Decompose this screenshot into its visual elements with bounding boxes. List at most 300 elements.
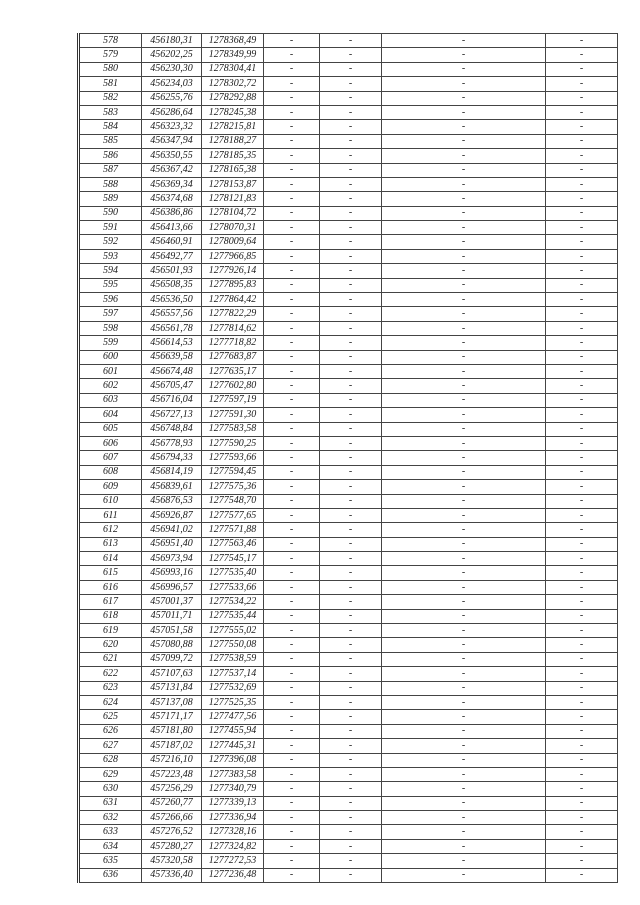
cell-col-6: - [382, 77, 546, 91]
table-row [79, 436, 618, 450]
cell-col-5: - [320, 379, 382, 393]
cell-col-4: - [264, 868, 320, 882]
table-row [79, 624, 618, 638]
table-row [79, 854, 618, 868]
cell-x-coordinate: 457080,88 [142, 638, 202, 652]
cell-point-number: 609 [79, 480, 142, 494]
cell-y-coordinate: 1277590,25 [202, 436, 264, 450]
cell-col-5: - [320, 667, 382, 681]
cell-x-coordinate: 456727,13 [142, 408, 202, 422]
cell-x-coordinate: 456536,50 [142, 293, 202, 307]
cell-col-7: - [546, 336, 618, 350]
table-row [79, 782, 618, 796]
cell-y-coordinate: 1277602,80 [202, 379, 264, 393]
cell-y-coordinate: 1278302,72 [202, 77, 264, 91]
cell-col-6: - [382, 379, 546, 393]
cell-col-4: - [264, 393, 320, 407]
cell-col-6: - [382, 552, 546, 566]
cell-y-coordinate: 1277548,70 [202, 494, 264, 508]
table-row [79, 552, 618, 566]
cell-col-7: - [546, 624, 618, 638]
table-row [79, 364, 618, 378]
cell-y-coordinate: 1277591,30 [202, 408, 264, 422]
cell-col-6: - [382, 667, 546, 681]
cell-col-4: - [264, 753, 320, 767]
table-row [79, 192, 618, 206]
cell-col-6: - [382, 249, 546, 263]
cell-col-4: - [264, 508, 320, 522]
coordinates-table [77, 33, 618, 883]
cell-col-5: - [320, 91, 382, 105]
cell-col-5: - [320, 206, 382, 220]
cell-y-coordinate: 1277383,58 [202, 767, 264, 781]
cell-col-6: - [382, 753, 546, 767]
cell-point-number: 599 [79, 336, 142, 350]
table-row [79, 34, 618, 48]
cell-point-number: 619 [79, 624, 142, 638]
cell-col-7: - [546, 249, 618, 263]
cell-col-6: - [382, 321, 546, 335]
cell-col-6: - [382, 638, 546, 652]
cell-y-coordinate: 1277822,29 [202, 307, 264, 321]
cell-col-5: - [320, 235, 382, 249]
table-row [79, 206, 618, 220]
cell-col-6: - [382, 436, 546, 450]
cell-col-7: - [546, 739, 618, 753]
cell-y-coordinate: 1277445,31 [202, 739, 264, 753]
cell-x-coordinate: 457336,40 [142, 868, 202, 882]
cell-col-6: - [382, 393, 546, 407]
table-row [79, 163, 618, 177]
cell-x-coordinate: 457171,17 [142, 710, 202, 724]
cell-y-coordinate: 1277577,65 [202, 508, 264, 522]
cell-y-coordinate: 1278349,99 [202, 48, 264, 62]
cell-x-coordinate: 457276,52 [142, 825, 202, 839]
cell-point-number: 591 [79, 221, 142, 235]
cell-col-7: - [546, 192, 618, 206]
cell-col-4: - [264, 62, 320, 76]
table-row [79, 62, 618, 76]
table-row [79, 91, 618, 105]
cell-col-4: - [264, 782, 320, 796]
cell-y-coordinate: 1277336,94 [202, 811, 264, 825]
cell-col-6: - [382, 868, 546, 882]
cell-col-5: - [320, 48, 382, 62]
cell-col-5: - [320, 710, 382, 724]
cell-x-coordinate: 456286,64 [142, 105, 202, 119]
cell-col-7: - [546, 120, 618, 134]
cell-x-coordinate: 456705,47 [142, 379, 202, 393]
cell-point-number: 603 [79, 393, 142, 407]
cell-col-6: - [382, 465, 546, 479]
cell-x-coordinate: 456674,48 [142, 364, 202, 378]
cell-col-6: - [382, 350, 546, 364]
cell-x-coordinate: 456814,19 [142, 465, 202, 479]
cell-col-6: - [382, 508, 546, 522]
table-row [79, 652, 618, 666]
cell-col-5: - [320, 149, 382, 163]
cell-col-7: - [546, 451, 618, 465]
cell-col-7: - [546, 134, 618, 148]
cell-col-5: - [320, 537, 382, 551]
cell-x-coordinate: 456639,58 [142, 350, 202, 364]
cell-col-6: - [382, 264, 546, 278]
cell-col-6: - [382, 105, 546, 119]
table-row [79, 422, 618, 436]
cell-x-coordinate: 456876,53 [142, 494, 202, 508]
cell-col-5: - [320, 494, 382, 508]
cell-col-6: - [382, 163, 546, 177]
cell-col-7: - [546, 667, 618, 681]
cell-col-4: - [264, 321, 320, 335]
cell-x-coordinate: 456413,66 [142, 221, 202, 235]
cell-col-4: - [264, 307, 320, 321]
cell-col-6: - [382, 364, 546, 378]
cell-col-7: - [546, 839, 618, 853]
cell-x-coordinate: 456996,57 [142, 580, 202, 594]
cell-col-4: - [264, 364, 320, 378]
cell-point-number: 587 [79, 163, 142, 177]
cell-x-coordinate: 456941,02 [142, 523, 202, 537]
cell-col-7: - [546, 436, 618, 450]
cell-point-number: 627 [79, 739, 142, 753]
cell-point-number: 616 [79, 580, 142, 594]
cell-col-4: - [264, 149, 320, 163]
cell-point-number: 630 [79, 782, 142, 796]
cell-point-number: 613 [79, 537, 142, 551]
cell-x-coordinate: 457137,08 [142, 695, 202, 709]
cell-col-4: - [264, 523, 320, 537]
table-row [79, 120, 618, 134]
cell-point-number: 602 [79, 379, 142, 393]
cell-y-coordinate: 1277535,44 [202, 609, 264, 623]
table-row [79, 839, 618, 853]
table-row [79, 494, 618, 508]
cell-col-4: - [264, 235, 320, 249]
cell-y-coordinate: 1277597,19 [202, 393, 264, 407]
cell-col-5: - [320, 552, 382, 566]
cell-col-7: - [546, 494, 618, 508]
cell-y-coordinate: 1277575,36 [202, 480, 264, 494]
table-row [79, 264, 618, 278]
cell-point-number: 597 [79, 307, 142, 321]
cell-col-5: - [320, 566, 382, 580]
cell-x-coordinate: 457001,37 [142, 595, 202, 609]
cell-col-6: - [382, 91, 546, 105]
table-row [79, 609, 618, 623]
cell-point-number: 598 [79, 321, 142, 335]
cell-col-6: - [382, 177, 546, 191]
cell-col-7: - [546, 379, 618, 393]
cell-col-7: - [546, 465, 618, 479]
cell-y-coordinate: 1277533,66 [202, 580, 264, 594]
cell-col-7: - [546, 523, 618, 537]
cell-point-number: 632 [79, 811, 142, 825]
cell-col-5: - [320, 652, 382, 666]
cell-col-7: - [546, 753, 618, 767]
cell-y-coordinate: 1277537,14 [202, 667, 264, 681]
cell-col-7: - [546, 695, 618, 709]
cell-col-4: - [264, 77, 320, 91]
cell-col-7: - [546, 321, 618, 335]
cell-col-6: - [382, 336, 546, 350]
cell-y-coordinate: 1278185,35 [202, 149, 264, 163]
table-row [79, 221, 618, 235]
cell-col-4: - [264, 494, 320, 508]
cell-point-number: 582 [79, 91, 142, 105]
cell-col-4: - [264, 767, 320, 781]
cell-x-coordinate: 457187,02 [142, 739, 202, 753]
cell-col-5: - [320, 436, 382, 450]
cell-col-5: - [320, 249, 382, 263]
cell-col-4: - [264, 681, 320, 695]
cell-point-number: 583 [79, 105, 142, 119]
table-row [79, 177, 618, 191]
cell-col-4: - [264, 34, 320, 48]
cell-col-5: - [320, 638, 382, 652]
cell-x-coordinate: 456951,40 [142, 537, 202, 551]
cell-col-4: - [264, 638, 320, 652]
cell-y-coordinate: 1277532,69 [202, 681, 264, 695]
cell-y-coordinate: 1277340,79 [202, 782, 264, 796]
cell-col-5: - [320, 739, 382, 753]
cell-col-4: - [264, 710, 320, 724]
cell-col-4: - [264, 379, 320, 393]
cell-col-7: - [546, 364, 618, 378]
cell-col-6: - [382, 480, 546, 494]
cell-col-4: - [264, 192, 320, 206]
cell-col-5: - [320, 321, 382, 335]
table-row [79, 681, 618, 695]
cell-col-5: - [320, 523, 382, 537]
cell-col-5: - [320, 609, 382, 623]
cell-col-4: - [264, 652, 320, 666]
cell-point-number: 581 [79, 77, 142, 91]
cell-point-number: 636 [79, 868, 142, 882]
cell-y-coordinate: 1277550,08 [202, 638, 264, 652]
cell-col-6: - [382, 854, 546, 868]
table-row [79, 767, 618, 781]
cell-col-6: - [382, 34, 546, 48]
table-row [79, 48, 618, 62]
table-row [79, 393, 618, 407]
cell-col-6: - [382, 796, 546, 810]
cell-x-coordinate: 457181,80 [142, 724, 202, 738]
cell-x-coordinate: 456460,91 [142, 235, 202, 249]
cell-col-4: - [264, 408, 320, 422]
cell-x-coordinate: 456367,42 [142, 163, 202, 177]
cell-x-coordinate: 457051,58 [142, 624, 202, 638]
cell-col-7: - [546, 177, 618, 191]
cell-col-6: - [382, 595, 546, 609]
cell-y-coordinate: 1278368,49 [202, 34, 264, 48]
cell-col-7: - [546, 782, 618, 796]
cell-col-5: - [320, 34, 382, 48]
cell-x-coordinate: 457216,10 [142, 753, 202, 767]
table-row [79, 321, 618, 335]
table-row [79, 868, 618, 882]
cell-col-5: - [320, 278, 382, 292]
cell-y-coordinate: 1277525,35 [202, 695, 264, 709]
cell-col-4: - [264, 667, 320, 681]
table-row [79, 249, 618, 263]
cell-y-coordinate: 1278009,64 [202, 235, 264, 249]
cell-col-6: - [382, 739, 546, 753]
cell-x-coordinate: 456839,61 [142, 480, 202, 494]
cell-point-number: 611 [79, 508, 142, 522]
cell-x-coordinate: 456614,53 [142, 336, 202, 350]
cell-y-coordinate: 1278153,87 [202, 177, 264, 191]
cell-point-number: 628 [79, 753, 142, 767]
cell-col-4: - [264, 221, 320, 235]
cell-col-6: - [382, 825, 546, 839]
table-row [79, 336, 618, 350]
cell-x-coordinate: 456180,31 [142, 34, 202, 48]
cell-y-coordinate: 1277545,17 [202, 552, 264, 566]
cell-x-coordinate: 456347,94 [142, 134, 202, 148]
cell-point-number: 600 [79, 350, 142, 364]
cell-y-coordinate: 1277538,59 [202, 652, 264, 666]
cell-col-4: - [264, 624, 320, 638]
cell-point-number: 608 [79, 465, 142, 479]
table-row [79, 695, 618, 709]
cell-point-number: 588 [79, 177, 142, 191]
cell-point-number: 606 [79, 436, 142, 450]
cell-point-number: 590 [79, 206, 142, 220]
cell-point-number: 578 [79, 34, 142, 48]
table-row [79, 278, 618, 292]
cell-x-coordinate: 456369,34 [142, 177, 202, 191]
cell-y-coordinate: 1277814,62 [202, 321, 264, 335]
cell-col-6: - [382, 408, 546, 422]
table-row [79, 149, 618, 163]
cell-col-4: - [264, 811, 320, 825]
cell-col-5: - [320, 77, 382, 91]
cell-col-5: - [320, 825, 382, 839]
table-row [79, 307, 618, 321]
cell-col-4: - [264, 552, 320, 566]
cell-col-7: - [546, 508, 618, 522]
cell-col-5: - [320, 105, 382, 119]
cell-col-6: - [382, 839, 546, 853]
table-row [79, 508, 618, 522]
table-row [79, 480, 618, 494]
cell-x-coordinate: 457280,27 [142, 839, 202, 853]
cell-col-5: - [320, 293, 382, 307]
cell-col-4: - [264, 336, 320, 350]
cell-col-7: - [546, 34, 618, 48]
cell-point-number: 610 [79, 494, 142, 508]
cell-point-number: 633 [79, 825, 142, 839]
cell-col-6: - [382, 221, 546, 235]
cell-col-6: - [382, 120, 546, 134]
cell-col-5: - [320, 724, 382, 738]
cell-y-coordinate: 1277396,08 [202, 753, 264, 767]
cell-col-4: - [264, 695, 320, 709]
cell-col-6: - [382, 192, 546, 206]
cell-x-coordinate: 456234,03 [142, 77, 202, 91]
cell-col-7: - [546, 595, 618, 609]
table-row [79, 566, 618, 580]
cell-col-5: - [320, 782, 382, 796]
cell-col-5: - [320, 796, 382, 810]
cell-point-number: 586 [79, 149, 142, 163]
cell-col-6: - [382, 652, 546, 666]
cell-col-5: - [320, 854, 382, 868]
cell-x-coordinate: 456202,25 [142, 48, 202, 62]
cell-col-6: - [382, 206, 546, 220]
cell-col-4: - [264, 350, 320, 364]
cell-x-coordinate: 457260,77 [142, 796, 202, 810]
cell-col-5: - [320, 580, 382, 594]
cell-col-6: - [382, 278, 546, 292]
cell-col-5: - [320, 393, 382, 407]
cell-col-4: - [264, 264, 320, 278]
cell-col-4: - [264, 724, 320, 738]
cell-y-coordinate: 1277455,94 [202, 724, 264, 738]
cell-x-coordinate: 456794,33 [142, 451, 202, 465]
cell-col-5: - [320, 422, 382, 436]
cell-col-7: - [546, 868, 618, 882]
cell-col-7: - [546, 278, 618, 292]
cell-col-4: - [264, 854, 320, 868]
cell-col-6: - [382, 782, 546, 796]
cell-col-6: - [382, 710, 546, 724]
cell-col-4: - [264, 839, 320, 853]
table-row [79, 724, 618, 738]
cell-point-number: 584 [79, 120, 142, 134]
table-row [79, 739, 618, 753]
cell-col-6: - [382, 695, 546, 709]
table-row [79, 408, 618, 422]
cell-y-coordinate: 1277926,14 [202, 264, 264, 278]
cell-col-7: - [546, 710, 618, 724]
cell-col-7: - [546, 77, 618, 91]
cell-col-7: - [546, 48, 618, 62]
table-row [79, 293, 618, 307]
table-row [79, 580, 618, 594]
cell-x-coordinate: 456748,84 [142, 422, 202, 436]
cell-x-coordinate: 456557,56 [142, 307, 202, 321]
cell-col-5: - [320, 753, 382, 767]
cell-col-4: - [264, 163, 320, 177]
cell-y-coordinate: 1278215,81 [202, 120, 264, 134]
cell-y-coordinate: 1277594,45 [202, 465, 264, 479]
cell-col-7: - [546, 91, 618, 105]
table-row [79, 595, 618, 609]
cell-col-6: - [382, 580, 546, 594]
cell-point-number: 592 [79, 235, 142, 249]
cell-col-6: - [382, 293, 546, 307]
cell-col-7: - [546, 767, 618, 781]
cell-y-coordinate: 1278070,31 [202, 221, 264, 235]
cell-col-5: - [320, 192, 382, 206]
cell-y-coordinate: 1277593,66 [202, 451, 264, 465]
cell-col-4: - [264, 537, 320, 551]
cell-point-number: 604 [79, 408, 142, 422]
cell-col-7: - [546, 221, 618, 235]
table-row [79, 537, 618, 551]
cell-col-7: - [546, 552, 618, 566]
cell-point-number: 612 [79, 523, 142, 537]
cell-point-number: 617 [79, 595, 142, 609]
cell-col-5: - [320, 336, 382, 350]
table-row [79, 77, 618, 91]
cell-y-coordinate: 1277635,17 [202, 364, 264, 378]
cell-x-coordinate: 456508,35 [142, 278, 202, 292]
cell-point-number: 614 [79, 552, 142, 566]
cell-point-number: 615 [79, 566, 142, 580]
